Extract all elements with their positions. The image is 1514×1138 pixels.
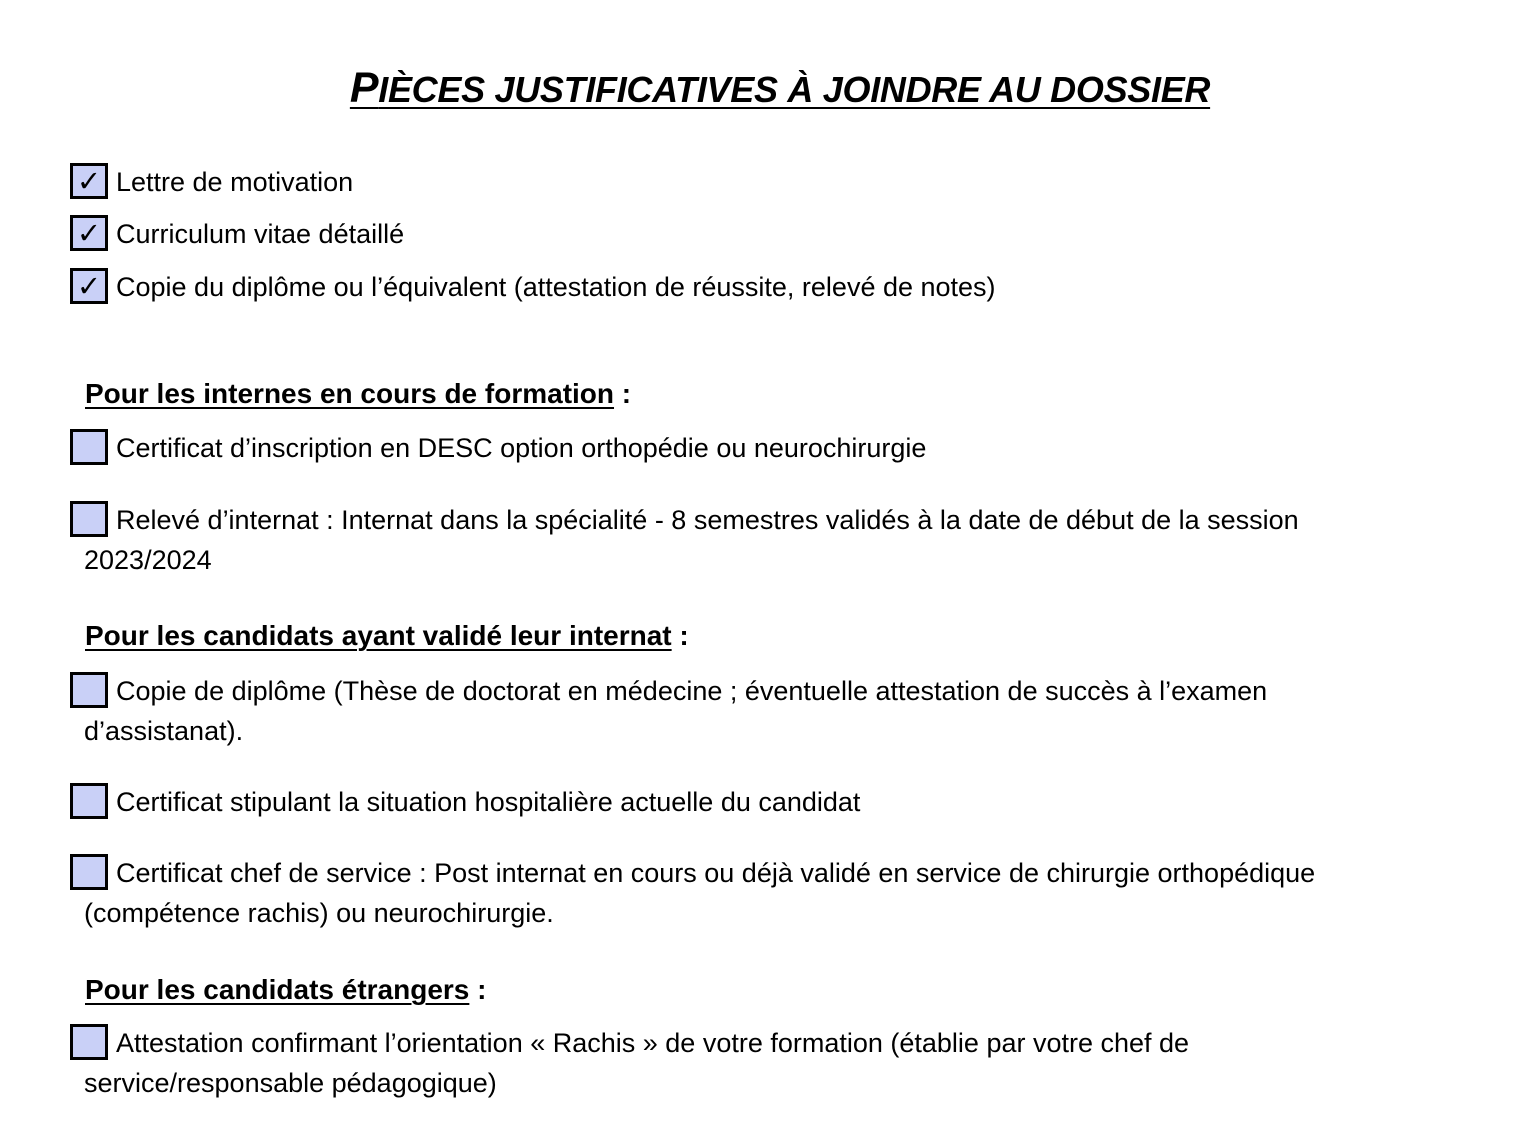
- item-label-continuation: service/responsable pédagogique): [84, 1068, 497, 1098]
- section-heading-suffix: :: [614, 378, 632, 409]
- checklist-item-certificat-situation: [70, 782, 1490, 822]
- checklist-item-lettre-motivation: [70, 162, 1490, 202]
- checkbox-copie-de-diplome[interactable]: [70, 672, 108, 708]
- section-heading-text: Pour les candidats ayant validé leur internat: [85, 620, 672, 651]
- item-label-continuation: (compétence rachis) ou neurochirurgie.: [84, 898, 554, 928]
- section-heading-text: Pour les candidats étrangers: [85, 974, 470, 1005]
- checkmark-icon: ✓: [76, 164, 102, 198]
- item-label: Lettre de motivation: [116, 167, 354, 197]
- section-heading-internes: [85, 374, 631, 414]
- item-label: Certificat chef de service : Post internat en cours ou déjà validé en service de chirurgie orthopédique: [116, 858, 1316, 888]
- checklist-item-attestation-rachis: [70, 1023, 1490, 1103]
- checkbox-releve-internat[interactable]: [70, 501, 108, 537]
- checkmark-icon: ✓: [76, 269, 102, 303]
- checkbox-certificat-situation[interactable]: [70, 783, 108, 819]
- section-heading-candidats-etrangers: [85, 970, 486, 1010]
- page-title: [0, 64, 1514, 113]
- checklist-item-certificat-chef-service: [70, 853, 1490, 933]
- item-label-continuation: 2023/2024: [84, 545, 212, 575]
- title-rest: IÈCES JUSTIFICATIVES À JOINDRE AU DOSSIER: [378, 69, 1211, 110]
- checklist-item-copie-diplome: [70, 267, 1490, 307]
- section-heading-text: Pour les internes en cours de formation: [85, 378, 615, 409]
- checkbox-attestation-rachis[interactable]: [70, 1024, 108, 1060]
- item-label: Certificat stipulant la situation hospitalière actuelle du candidat: [116, 787, 861, 817]
- checklist-item-releve-internat: [70, 500, 1490, 580]
- checkbox-certificat-inscription[interactable]: [70, 429, 108, 465]
- checklist-item-certificat-inscription: [70, 428, 1490, 468]
- checklist-item-cv: [70, 214, 1490, 254]
- title-first-letter: P: [349, 64, 379, 112]
- item-label: Copie du diplôme ou l’équivalent (attestation de réussite, relevé de notes): [116, 272, 996, 302]
- checkmark-icon: ✓: [76, 216, 102, 250]
- checkbox-lettre-motivation[interactable]: [70, 163, 108, 199]
- checkbox-copie-diplome[interactable]: [70, 268, 108, 304]
- checkbox-cv[interactable]: [70, 215, 108, 251]
- item-label: Curriculum vitae détaillé: [116, 219, 405, 249]
- section-heading-candidats-internat-valide: [85, 616, 689, 656]
- item-label-continuation: d’assistanat).: [84, 716, 244, 746]
- section-heading-suffix: :: [469, 974, 487, 1005]
- item-label: Copie de diplôme (Thèse de doctorat en médecine ; éventuelle attestation de succès à l’examen: [116, 676, 1268, 706]
- item-label: Certificat d’inscription en DESC option orthopédie ou neurochirurgie: [116, 433, 927, 463]
- item-label: Relevé d’internat : Internat dans la spécialité - 8 semestres validés à la date de début de la session: [116, 505, 1299, 535]
- section-heading-suffix: :: [671, 620, 689, 651]
- checkbox-certificat-chef-service[interactable]: [70, 854, 108, 890]
- checklist-item-copie-de-diplome: [70, 671, 1490, 751]
- item-label: Attestation confirmant l’orientation « Rachis » de votre formation (établie par votre chef de: [116, 1028, 1190, 1058]
